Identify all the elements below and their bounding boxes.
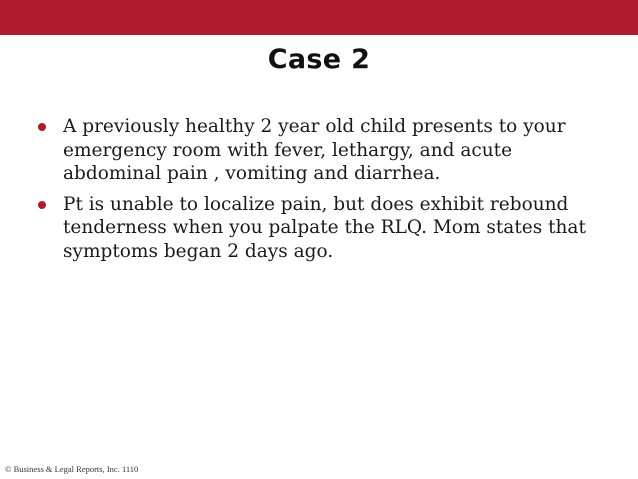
copyright-footer: © Business & Legal Reports, Inc. 1110 [5,464,139,474]
bullet-list [38,115,608,270]
bullet-text: A previously healthy 2 year old child presents to your emergency room with fever, lethargy, and acute abdominal pain , vomiting and diarrhea. [63,116,566,184]
bullet-dot-icon [38,123,46,131]
bullet-dot-icon [38,201,46,209]
top-accent-bar [0,0,638,35]
slide-title: Case 2 [267,44,371,75]
bullet-text: Pt is unable to localize pain, but does exhibit rebound tenderness when you palpate the RLQ. Mom states that symptoms began 2 days ago. [63,193,586,262]
bullet-item [38,193,608,264]
bullet-item [38,115,608,186]
